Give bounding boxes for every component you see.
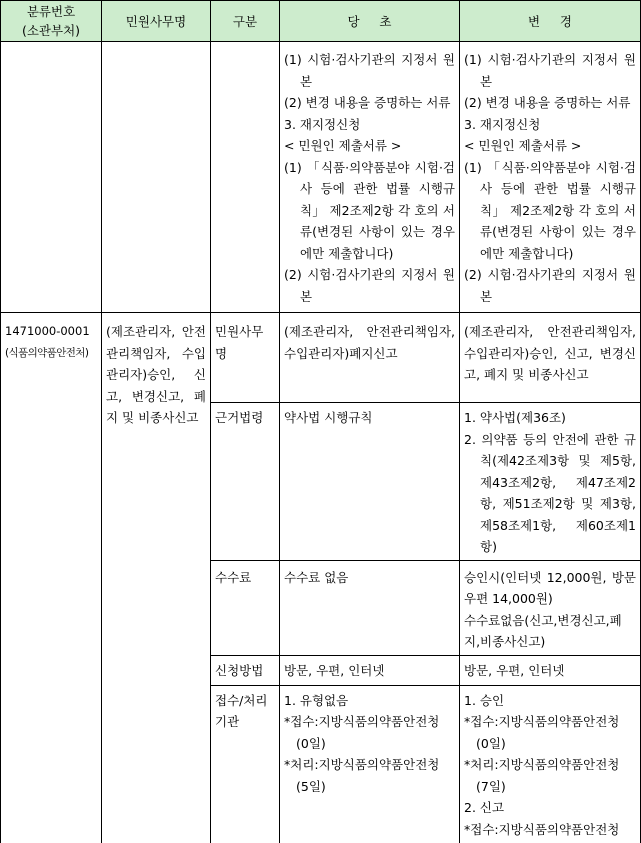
row-before-line: 1. 유형없음 bbox=[284, 690, 455, 712]
after-item: (1) 시험·검사기관의 지정서 원본 bbox=[464, 49, 636, 92]
before-item: (1) 「식품·의약품분야 시험·검사 등에 관한 법률 시행규칙」 제2조제2항 각 호의 서류(변경된 사항이 있는 경우에만 제출합니다) bbox=[284, 157, 455, 265]
row-before bbox=[280, 685, 460, 843]
row-before bbox=[280, 560, 460, 655]
header-category: 구분 bbox=[211, 1, 280, 42]
before-item: 3. 재지정신청 bbox=[284, 114, 455, 136]
row-label: 접수/처리기관 bbox=[211, 685, 280, 843]
header-row bbox=[1, 1, 641, 42]
continuation-row bbox=[1, 42, 641, 313]
after-item: < 민원인 제출서류 > bbox=[464, 135, 636, 157]
header-before: 당 초 bbox=[280, 1, 460, 42]
row-after bbox=[460, 313, 641, 403]
row-before-line: 방문, 우편, 인터넷 bbox=[284, 660, 455, 682]
row-before-line: 수수료 없음 bbox=[284, 567, 455, 589]
row-after-line: *접수:지방식품의약품안전청 (0일) bbox=[464, 711, 636, 754]
row-before-line: 약사법 시행규칙 bbox=[284, 407, 455, 429]
row-label: 근거법령 bbox=[211, 403, 280, 561]
entry-row-service-name bbox=[1, 313, 641, 403]
row-before bbox=[280, 403, 460, 561]
entry-service-name-cell bbox=[102, 313, 211, 843]
row-before bbox=[280, 313, 460, 403]
before-item: (2) 변경 내용을 증명하는 서류 bbox=[284, 92, 455, 114]
before-item: (1) 시험·검사기관의 지정서 원본 bbox=[284, 49, 455, 92]
classification-code: 1471000-0001 bbox=[5, 321, 97, 343]
service-name: (제조관리자, 안전관리책임자, 수입관리자)승인, 신고, 변경신고, 폐지 및 비종사신고 bbox=[106, 321, 206, 429]
row-after-line: 1. 승인 bbox=[464, 690, 636, 712]
row-after-line: 2. 신고 bbox=[464, 797, 636, 819]
continuation-code-cell bbox=[1, 42, 102, 313]
header-classification-number bbox=[1, 1, 102, 42]
row-after-line: 방문, 우편, 인터넷 bbox=[464, 660, 636, 682]
row-before-line: *처리:지방식품의약품안전청 (5일) bbox=[284, 754, 455, 797]
continuation-before-cell bbox=[280, 42, 460, 313]
row-after bbox=[460, 560, 641, 655]
after-item: 3. 재지정신청 bbox=[464, 114, 636, 136]
after-item: (2) 시험·검사기관의 지정서 원본 bbox=[464, 264, 636, 307]
before-item: (2) 시험·검사기관의 지정서 원본 bbox=[284, 264, 455, 307]
row-after-line: 2. 의약품 등의 안전에 관한 규칙(제42조제3항 및 제5항, 제43조제2항, 제47조제2항, 제51조제2항 및 제3항, 제58조제1항, 제60조제1항) bbox=[464, 429, 636, 558]
header-classification-line1: 분류번호 bbox=[3, 2, 99, 21]
row-after-line: 승인시(인터넷 12,000원, 방문우편 14,000원) bbox=[464, 567, 636, 610]
row-after bbox=[460, 685, 641, 843]
before-item: < 민원인 제출서류 > bbox=[284, 135, 455, 157]
header-after: 변 경 bbox=[460, 1, 641, 42]
continuation-category-cell bbox=[211, 42, 280, 313]
row-label: 수수료 bbox=[211, 560, 280, 655]
header-service-name: 민원사무명 bbox=[102, 1, 211, 42]
row-before-line: *접수:지방식품의약품안전청 (0일) bbox=[284, 711, 455, 754]
row-after bbox=[460, 655, 641, 685]
continuation-after-cell bbox=[460, 42, 641, 313]
continuation-service-cell bbox=[102, 42, 211, 313]
row-before-line: (제조관리자, 안전관리책임자, 수입관리자)폐지신고 bbox=[284, 321, 455, 364]
row-after-line: 수수료없음(신고,변경신고,폐지,비종사신고) bbox=[464, 610, 636, 653]
row-label: 민원사무명 bbox=[211, 313, 280, 403]
row-label: 신청방법 bbox=[211, 655, 280, 685]
after-item: (2) 변경 내용을 증명하는 서류 bbox=[464, 92, 636, 114]
ministry-name: (식품의약품안전처) bbox=[5, 343, 97, 365]
row-after-line: (제조관리자, 안전관리책임자, 수입관리자)승인, 신고, 변경신고, 폐지 및 비종사신고 bbox=[464, 321, 636, 386]
after-item: (1) 「식품·의약품분야 시험·검사 등에 관한 법률 시행규칙」 제2조제2항 각 호의 서류(변경된 사항이 있는 경우에만 제출합니다) bbox=[464, 157, 636, 265]
row-after-line: 1. 약사법(제36조) bbox=[464, 407, 636, 429]
entry-code-cell bbox=[1, 313, 102, 843]
header-classification-line2: (소관부처) bbox=[3, 21, 99, 40]
row-after bbox=[460, 403, 641, 561]
row-after-line: *처리:지방식품의약품안전청 (7일) bbox=[464, 754, 636, 797]
row-after-line: *접수:지방식품의약품안전청 bbox=[464, 819, 636, 841]
row-before bbox=[280, 655, 460, 685]
